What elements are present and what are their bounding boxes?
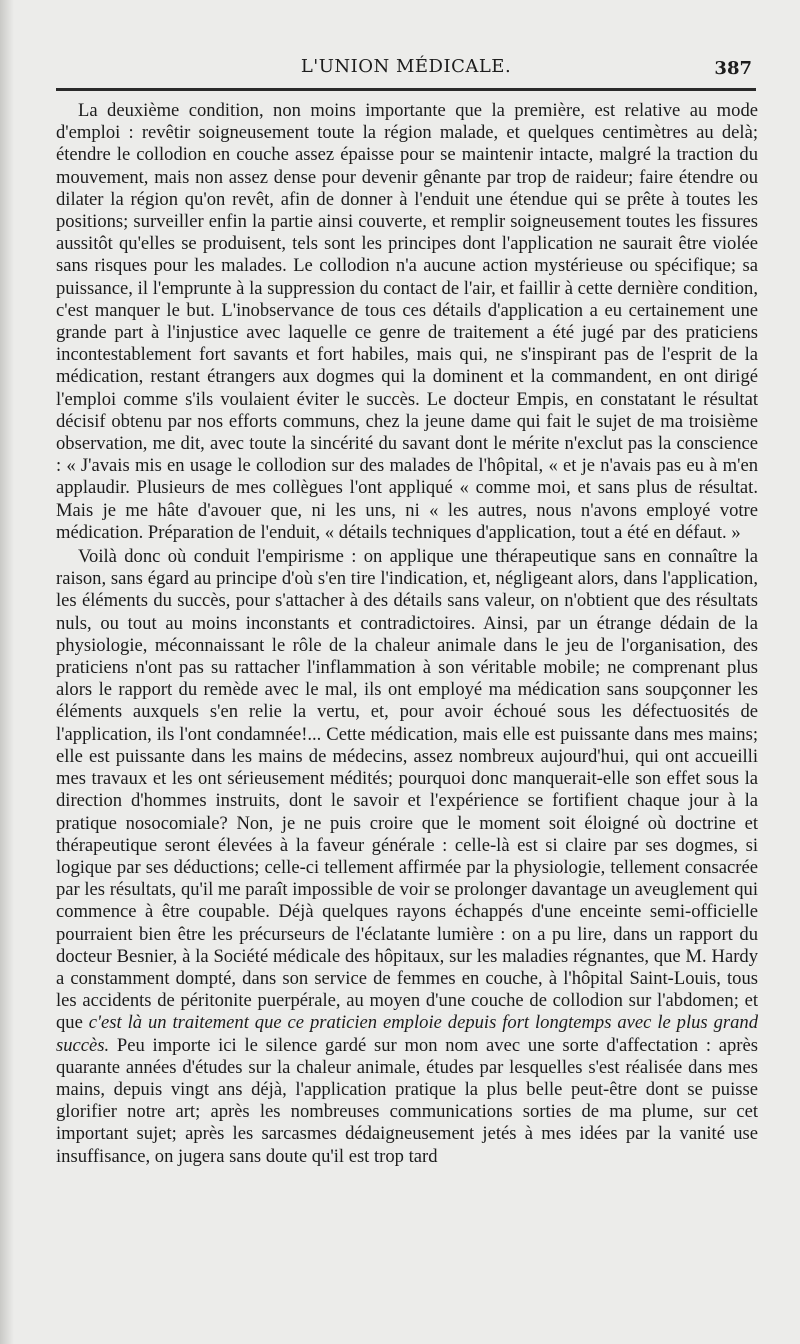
running-title: L'UNION MÉDICALE. xyxy=(300,56,512,77)
header-rule xyxy=(56,88,756,91)
paragraph-1: La deuxième condition, non moins importante que la première, est relative au mode d'emploi : revêtir soigneusement toute la région malade, et quelques centimètres au delà; étendre le collodion en couche assez épaisse pour se maintenir intacte, malgré la traction du mouvement, mais non assez dense pour devenir gênante par trop de raideur; faire étendre ou dilater la région qu'on revêt, afin de donner à l'enduit une étendue qui se prête à toutes les positions; surveiller enfin la partie ainsi couverte, et remplir soigneusement toutes les fissures aussitôt qu'elles se produisent, tels sont les principes dont l'application ne saurait être violée sans risques pour les malades. Le collodion n'a aucune action mystérieuse ou spécifique; sa puissance, il l'emprunte à la suppression du contact de l'air, et faillir à cette dernière condition, c'est manquer le but. L'inobservance de tous ces détails d'application a eu certainement une grande part à l'injustice avec laquelle ce genre de traitement a été jugé par des praticiens incontestablement fort savants et fort habiles, mais qui, ne s'inspirant pas de l'esprit de la médication, restant étrangers aux dogmes qui la dominent et la commandent, en ont dirigé l'emploi comme s'ils voulaient éviter le succès. Le docteur Empis, en constatant le résultat décisif obtenu par nos efforts communs, chez la jeune dame qui fait le sujet de ma troisième observation, me dit, avec toute la sincérité du savant dont le mérite n'exclut pas la conscience : « J'avais mis en usage le collodion sur des malades de l'hôpital, « et je n'avais pas eu à m'en applaudir. Plusieurs de mes collègues l'ont appliqué « comme moi, et sans plus de résultat. Mais je me hâte d'avouer que, ni les uns, ni « les autres, nous n'avons employé votre médication. Préparation de l'enduit, « détails techniques d'application, tout a été en défaut. » xyxy=(56,100,758,543)
body-text xyxy=(56,100,758,1168)
paragraph-2-italic-quote: c'est là un traitement que ce praticien emploie depuis fort longtemps avec le plus grand succès. xyxy=(56,1012,758,1056)
paragraph-2-part-1: Voilà donc où conduit l'empirisme : on applique une thérapeutique sans en connaître la raison, sans égard au principe d'où s'en tire l'indication, et, négligeant alors, dans l'application, les éléments du succès, pour s'attacher à des détails sans valeur, on n'obtient que des résultats nuls, ou tout au moins inconstants et contradictoires. Ainsi, par un étrange dédain de la physiologie, méconnaissant le rôle de la chaleur animale dans le jeu de l'organisation, des praticiens n'ont pas su rattacher l'inflammation à son véritable mobile; ne comprenant plus alors le rapport du remède avec le mal, ils ont employé ma médication sans soupçonner les éléments auxquels s'en relie la vertu, et, pour avoir échoué sous les défectuosités de l'application, ils l'ont condamnée!... Cette médication, mais elle est puissante dans mes mains; elle est puissante dans les mains de médecins, assez nombreux aujourd'hui, qui ont accueilli mes travaux et les ont sérieusement médités; pourquoi donc manquerait-elle son effet sous la direction d'hommes instruits, dont le savoir et l'expérience se fortifient chaque jour à la pratique nosocomiale? Non, je ne puis croire que le moment soit éloigné où doctrine et thérapeutique seront élevées à la faveur générale : celle-là est si claire par ses dogmes, si logique par ses déductions; celle-ci tellement affirmée par la physiologie, tellement consacrée par les résultats, qu'il me paraît impossible de voir se prolonger davantage un aveuglement qui commence à être coupable. Déjà quelques rayons échappés d'une enceinte semi-officielle pourraient bien être les précurseurs de l'éclatante lumière : on a pu lire, dans un rapport du docteur Besnier, à la Société médicale des hôpitaux, sur les maladies régnantes, que M. Hardy a constamment dompté, dans son service de femmes en couche, à l'hôpital Saint-Louis, tous les accidents de péritonite puerpérale, au moyen d'une couche de collodion sur l'abdomen; et que xyxy=(56,546,758,1034)
paragraph-2-part-2: Peu importe ici le silence gardé sur mon nom avec une sorte d'affectation : après quarante années d'études sur la chaleur animale, études par lesquelles s'est réalisée dans mes mains, depuis vingt ans déjà, l'application pratique la plus belle peut-être dont se puisse glorifier notre art; après les nombreuses communications sorties de ma plume, sur cet important sujet; après les sarcasmes dédaigneusement jetés à mes idées par la vanité use insuffisance, on jugera sans doute qu'il est trop tard xyxy=(56,1034,758,1167)
page-header xyxy=(56,56,756,82)
paragraph-2 xyxy=(56,546,758,1168)
page-number: 387 xyxy=(714,58,752,79)
